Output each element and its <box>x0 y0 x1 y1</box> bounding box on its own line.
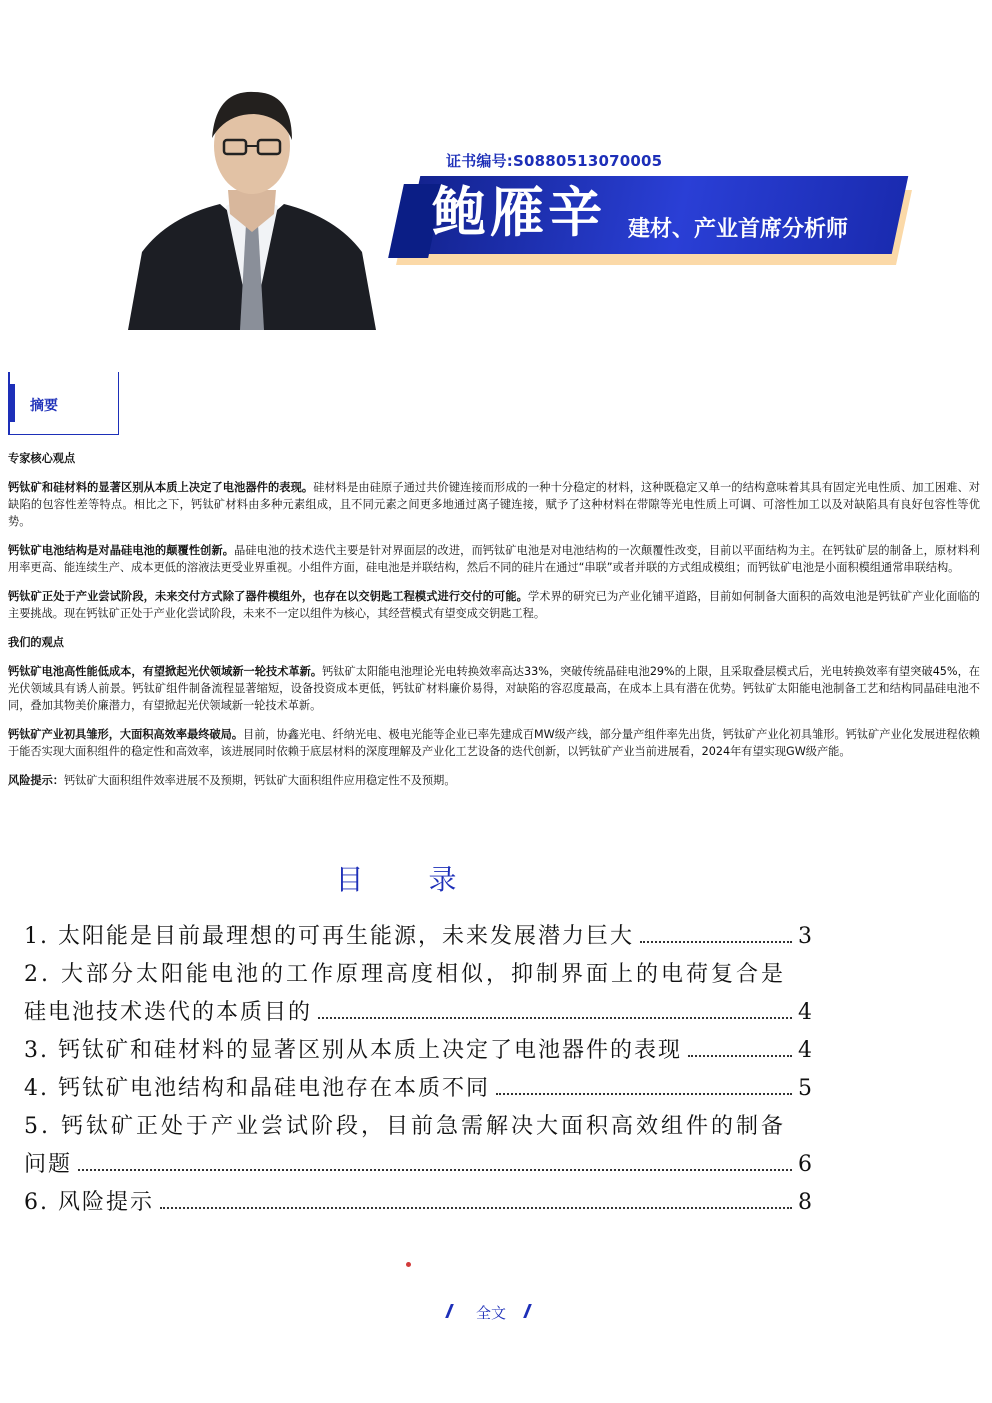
point-text: 钙钛矿太阳能电池理论光电转换效率高达33%，突破传统晶硅电池29%的上限，且采取叠层模式后，光电转换效率有望突破45%，在光伏领域具有诱人前景。钙钛矿组件制备流程显著缩短，设备投资成本更低，钙钛矿材料廉价易得，对缺陷的容忍度最高，在成本上具有潜在优势。钙钛矿太阳能电池制备工艺和结构同晶硅电池不同，叠加其物美价廉潜力，有望掀起光伏领域新一轮技术革新。 <box>8 665 980 712</box>
risk-label: 风险提示： <box>8 774 64 787</box>
analyst-name: 鲍雁辛 <box>432 181 606 244</box>
expert-point <box>8 479 980 530</box>
risk-text: 钙钛矿大面积组件效率进展不及预期，钙钛矿大面积组件应用稳定性不及预期。 <box>63 774 456 787</box>
toc-page-number: 4 <box>798 1000 812 1025</box>
toc-entry-title: 6. 风险提示 <box>24 1190 154 1215</box>
analyst-photo <box>128 82 376 330</box>
point-text: 晶硅电池的技术迭代主要是针对界面层的改进，而钙钛矿电池是对电池结构的一次颠覆性改变，目前以平面结构为主。在钙钛矿层的制备上，原材料利用率更高、能连续生产、成本更低的溶液法更受业界重视。小组件方面，硅电池是并联结构，然后不同的硅片在通过“串联”或者并联的方式组成模组；而钙钛矿电池是小面积模组通常串联结构。 <box>8 544 980 574</box>
toc-entry-3[interactable] <box>24 1032 812 1070</box>
slash-decoration-left <box>445 1304 454 1318</box>
risk-note <box>8 772 980 789</box>
summary-content <box>8 450 980 801</box>
certificate-number: 证书编号:S0880513070005 <box>446 152 663 170</box>
toc-leader <box>496 1093 792 1095</box>
point-text: 学术界的研究已为产业化铺平道路，目前如何制备大面积的高效电池是钙钛矿产业化面临的主要挑战。现在钙钛矿正处于产业化尝试阶段，未来不一定以组件为核心，其经营模式有望变成交钥匙工程。 <box>8 590 980 620</box>
point-lead: 钙钛矿产业初具雏形，大面积高效率最终破局。 <box>8 728 244 741</box>
toc-entry-5-line1[interactable]: 5. 钙钛矿正处于产业尝试阶段，目前急需解决大面积高效组件的制备 <box>24 1114 786 1139</box>
toc-leader <box>688 1055 792 1057</box>
toc-entry-title: 4. 钙钛矿电池结构和晶硅电池存在本质不同 <box>24 1076 490 1101</box>
our-point <box>8 726 980 760</box>
point-lead: 钙钛矿电池高性能低成本，有望掀起光伏领域新一轮技术革新。 <box>8 665 323 678</box>
toc-leader <box>78 1169 792 1171</box>
toc-title: 目 录 <box>335 863 485 896</box>
red-dot-marker <box>406 1262 411 1267</box>
toc-entry-title: 1. 太阳能是目前最理想的可再生能源，未来发展潜力巨大 <box>24 924 634 949</box>
toc-page-number: 3 <box>798 924 812 949</box>
summary-bar <box>8 384 15 422</box>
toc-entry-1[interactable] <box>24 918 812 956</box>
point-text: 硅材料是由硅原子通过共价键连接而形成的一种十分稳定的材料，这种既稳定又单一的结构意味着其具有固定光电性质、加工困难、对缺陷的包容性差等特点。相比之下，钙钛矿材料由多种元素组成，且不同元素之间更多地通过离子键连接，赋予了这种材料在带隙等光电性质上可调、可溶性加工以及对缺陷具有良好包容性等优势。 <box>8 481 980 528</box>
slash-decoration-right <box>523 1304 532 1318</box>
point-lead: 钙钛矿正处于产业尝试阶段，未来交付方式除了器件模组外，也存在以交钥匙工程模式进行交付的可能。 <box>8 590 528 603</box>
toc-entry-title: 硅电池技术迭代的本质目的 <box>24 1000 313 1025</box>
summary-box <box>8 372 119 435</box>
our-heading: 我们的观点 <box>8 636 64 649</box>
toc-leader <box>318 1017 792 1019</box>
expert-point <box>8 588 980 622</box>
toc-page-number: 6 <box>798 1152 812 1177</box>
toc-page-number: 5 <box>798 1076 812 1101</box>
toc-entry-title: 3. 钙钛矿和硅材料的显著区别从本质上决定了电池器件的表现 <box>24 1038 682 1063</box>
full-text-link[interactable]: 全文 <box>476 1304 507 1322</box>
toc-entry-4[interactable] <box>24 1070 812 1108</box>
point-lead: 钙钛矿和硅材料的显著区别从本质上决定了电池器件的表现。 <box>8 481 314 494</box>
table-of-contents <box>24 918 812 1222</box>
our-point <box>8 663 980 714</box>
expert-point <box>8 542 980 576</box>
point-lead: 钙钛矿电池结构是对晶硅电池的颠覆性创新。 <box>8 544 235 557</box>
toc-leader <box>160 1207 792 1209</box>
analyst-role: 建材、产业首席分析师 <box>628 217 849 242</box>
toc-entry-2-line1[interactable]: 2. 大部分太阳能电池的工作原理高度相似，抑制界面上的电荷复合是 <box>24 962 786 987</box>
expert-heading: 专家核心观点 <box>8 452 76 465</box>
toc-page-number: 4 <box>798 1038 812 1063</box>
toc-entry-6[interactable] <box>24 1184 812 1222</box>
toc-leader <box>640 941 792 943</box>
toc-entry-5[interactable] <box>24 1146 812 1184</box>
toc-page-number: 8 <box>798 1190 812 1215</box>
toc-entry-title: 问题 <box>24 1152 73 1177</box>
summary-label: 摘要 <box>30 398 58 414</box>
point-text: 目前，协鑫光电、纤纳光电、极电光能等企业已率先建成百MW级产线，部分量产组件率先出货，钙钛矿产业化初具雏形。钙钛矿产业化发展进程依赖于能否实现大面积组件的稳定性和高效率，该进展同时依赖于底层材料的深度理解及产业化工艺设备的迭代创新，以钙钛矿产业当前进展看，2024年有望实现GW级产能。 <box>8 728 980 758</box>
toc-entry-2[interactable] <box>24 994 812 1032</box>
